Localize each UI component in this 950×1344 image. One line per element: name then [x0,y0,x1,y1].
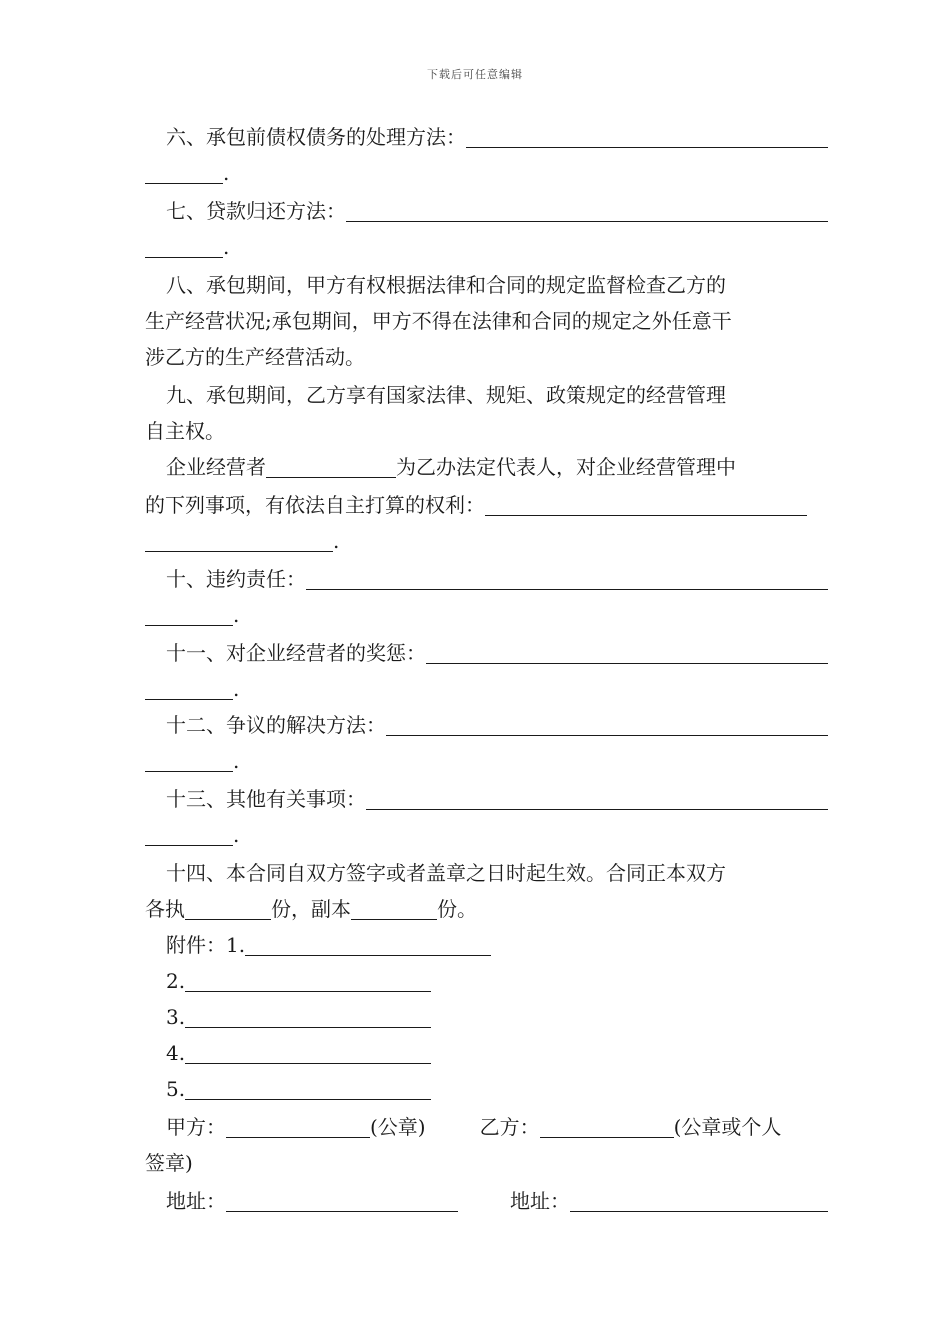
clause-12-blank[interactable] [386,713,828,736]
clause-13-cont [145,820,807,850]
clause-11-blank-2[interactable] [145,677,233,700]
clause-13-line [145,784,828,814]
clause-7-line [145,196,828,226]
party-b-label: 乙方： [479,1115,540,1139]
attachment-2-label: 2. [166,969,186,993]
period: . [233,749,240,773]
operator-text-a: 企业经营者 [166,455,266,479]
attachment-1-line [145,930,828,960]
clause-14-line-2 [145,894,807,924]
clause-9-line-2: 自主权。 [145,419,225,443]
attachment-3-label: 3. [166,1005,186,1029]
party-b-seal: (公章或个人 [673,1115,782,1139]
clause-11-line [145,638,828,668]
clause-7-text: 七、贷款归还方法： [166,199,346,223]
period: . [233,603,240,627]
attachment-2-line [145,966,828,996]
attachment-3-line [145,1002,828,1032]
clause-8-line-2: 生产经营状况;承包期间，甲方不得在法律和合同的规定之外任意干 [145,309,732,333]
operator-name-blank[interactable] [266,455,396,478]
clause-10-blank[interactable] [306,567,828,590]
clause-14-text-c: 份。 [437,897,477,921]
operator-rights-blank[interactable] [485,493,807,516]
operator-line-2 [145,490,807,520]
period: . [223,161,230,185]
clause-14-text-b: 份，副本 [271,897,351,921]
attachment-5-label: 5. [166,1077,186,1101]
party-b-address-label: 地址： [510,1189,570,1213]
address-line [145,1186,828,1216]
party-b-sign-blank[interactable] [540,1115,674,1138]
attachment-5-blank[interactable] [185,1077,431,1100]
clause-8-line-3: 涉乙方的生产经营活动。 [145,345,365,369]
attachment-label: 附件：1. [166,933,246,957]
clause-12-cont [145,746,807,776]
attachment-2-blank[interactable] [185,969,431,992]
operator-rights-blank-2[interactable] [145,529,333,552]
clause-6-line [145,122,828,152]
attachment-5-line [145,1074,828,1104]
clause-10-line [145,564,828,594]
clause-7-cont [145,232,807,262]
clause-14-text-a: 各执 [145,897,185,921]
party-a-address-blank[interactable] [226,1189,458,1212]
clause-6-cont [145,158,807,188]
operator-text-b: 为乙办法定代表人，对企业经营管理中 [396,455,736,479]
clause-8-line-1: 八、承包期间，甲方有权根据法律和合同的规定监督检查乙方的 [166,273,726,297]
clause-11-cont [145,674,807,704]
clause-13-blank[interactable] [366,787,828,810]
clause-10-cont [145,600,807,630]
party-a-sign-blank[interactable] [226,1115,370,1138]
period: . [233,677,240,701]
clause-6-text: 六、承包前债权债务的处理方法： [166,125,466,149]
clause-10-blank-2[interactable] [145,603,233,626]
clause-13-blank-2[interactable] [145,823,233,846]
party-a-seal: (公章) [370,1115,426,1139]
clause-10-text: 十、违约责任： [166,567,306,591]
page-header: 下载后可任意编辑 [427,68,523,81]
period: . [333,529,340,553]
clause-7-blank-2[interactable] [145,235,223,258]
clause-11-blank[interactable] [426,641,828,664]
originals-count-blank[interactable] [185,897,271,920]
clause-6-blank-2[interactable] [145,161,223,184]
clause-12-text: 十二、争议的解决方法： [166,713,386,737]
period: . [223,235,230,259]
clause-14-line-1: 十四、本合同自双方签字或者盖章之日时起生效。合同正本双方 [166,861,726,885]
clause-13-text: 十三、其他有关事项： [166,787,366,811]
period: . [233,823,240,847]
attachment-3-blank[interactable] [185,1005,431,1028]
clause-11-text: 十一、对企业经营者的奖惩： [166,641,426,665]
signature-line-cont: 签章) [145,1151,193,1175]
copies-count-blank[interactable] [351,897,437,920]
attachment-1-blank[interactable] [245,933,491,956]
clause-12-line [145,710,828,740]
operator-line-1 [145,452,828,482]
clause-9-line-1: 九、承包期间，乙方享有国家法律、规矩、政策规定的经营管理 [166,383,726,407]
attachment-4-line [145,1038,828,1068]
clause-12-blank-2[interactable] [145,749,233,772]
operator-line-3 [145,526,807,556]
clause-7-blank[interactable] [346,199,828,222]
operator-text-c: 的下列事项，有依法自主打算的权利： [145,493,485,517]
party-a-address-label: 地址： [166,1189,226,1213]
party-a-label: 甲方： [166,1115,226,1139]
signature-line [145,1112,828,1142]
attachment-4-label: 4. [166,1041,186,1065]
party-b-address-blank[interactable] [570,1189,828,1212]
clause-6-blank[interactable] [466,125,828,148]
attachment-4-blank[interactable] [185,1041,431,1064]
